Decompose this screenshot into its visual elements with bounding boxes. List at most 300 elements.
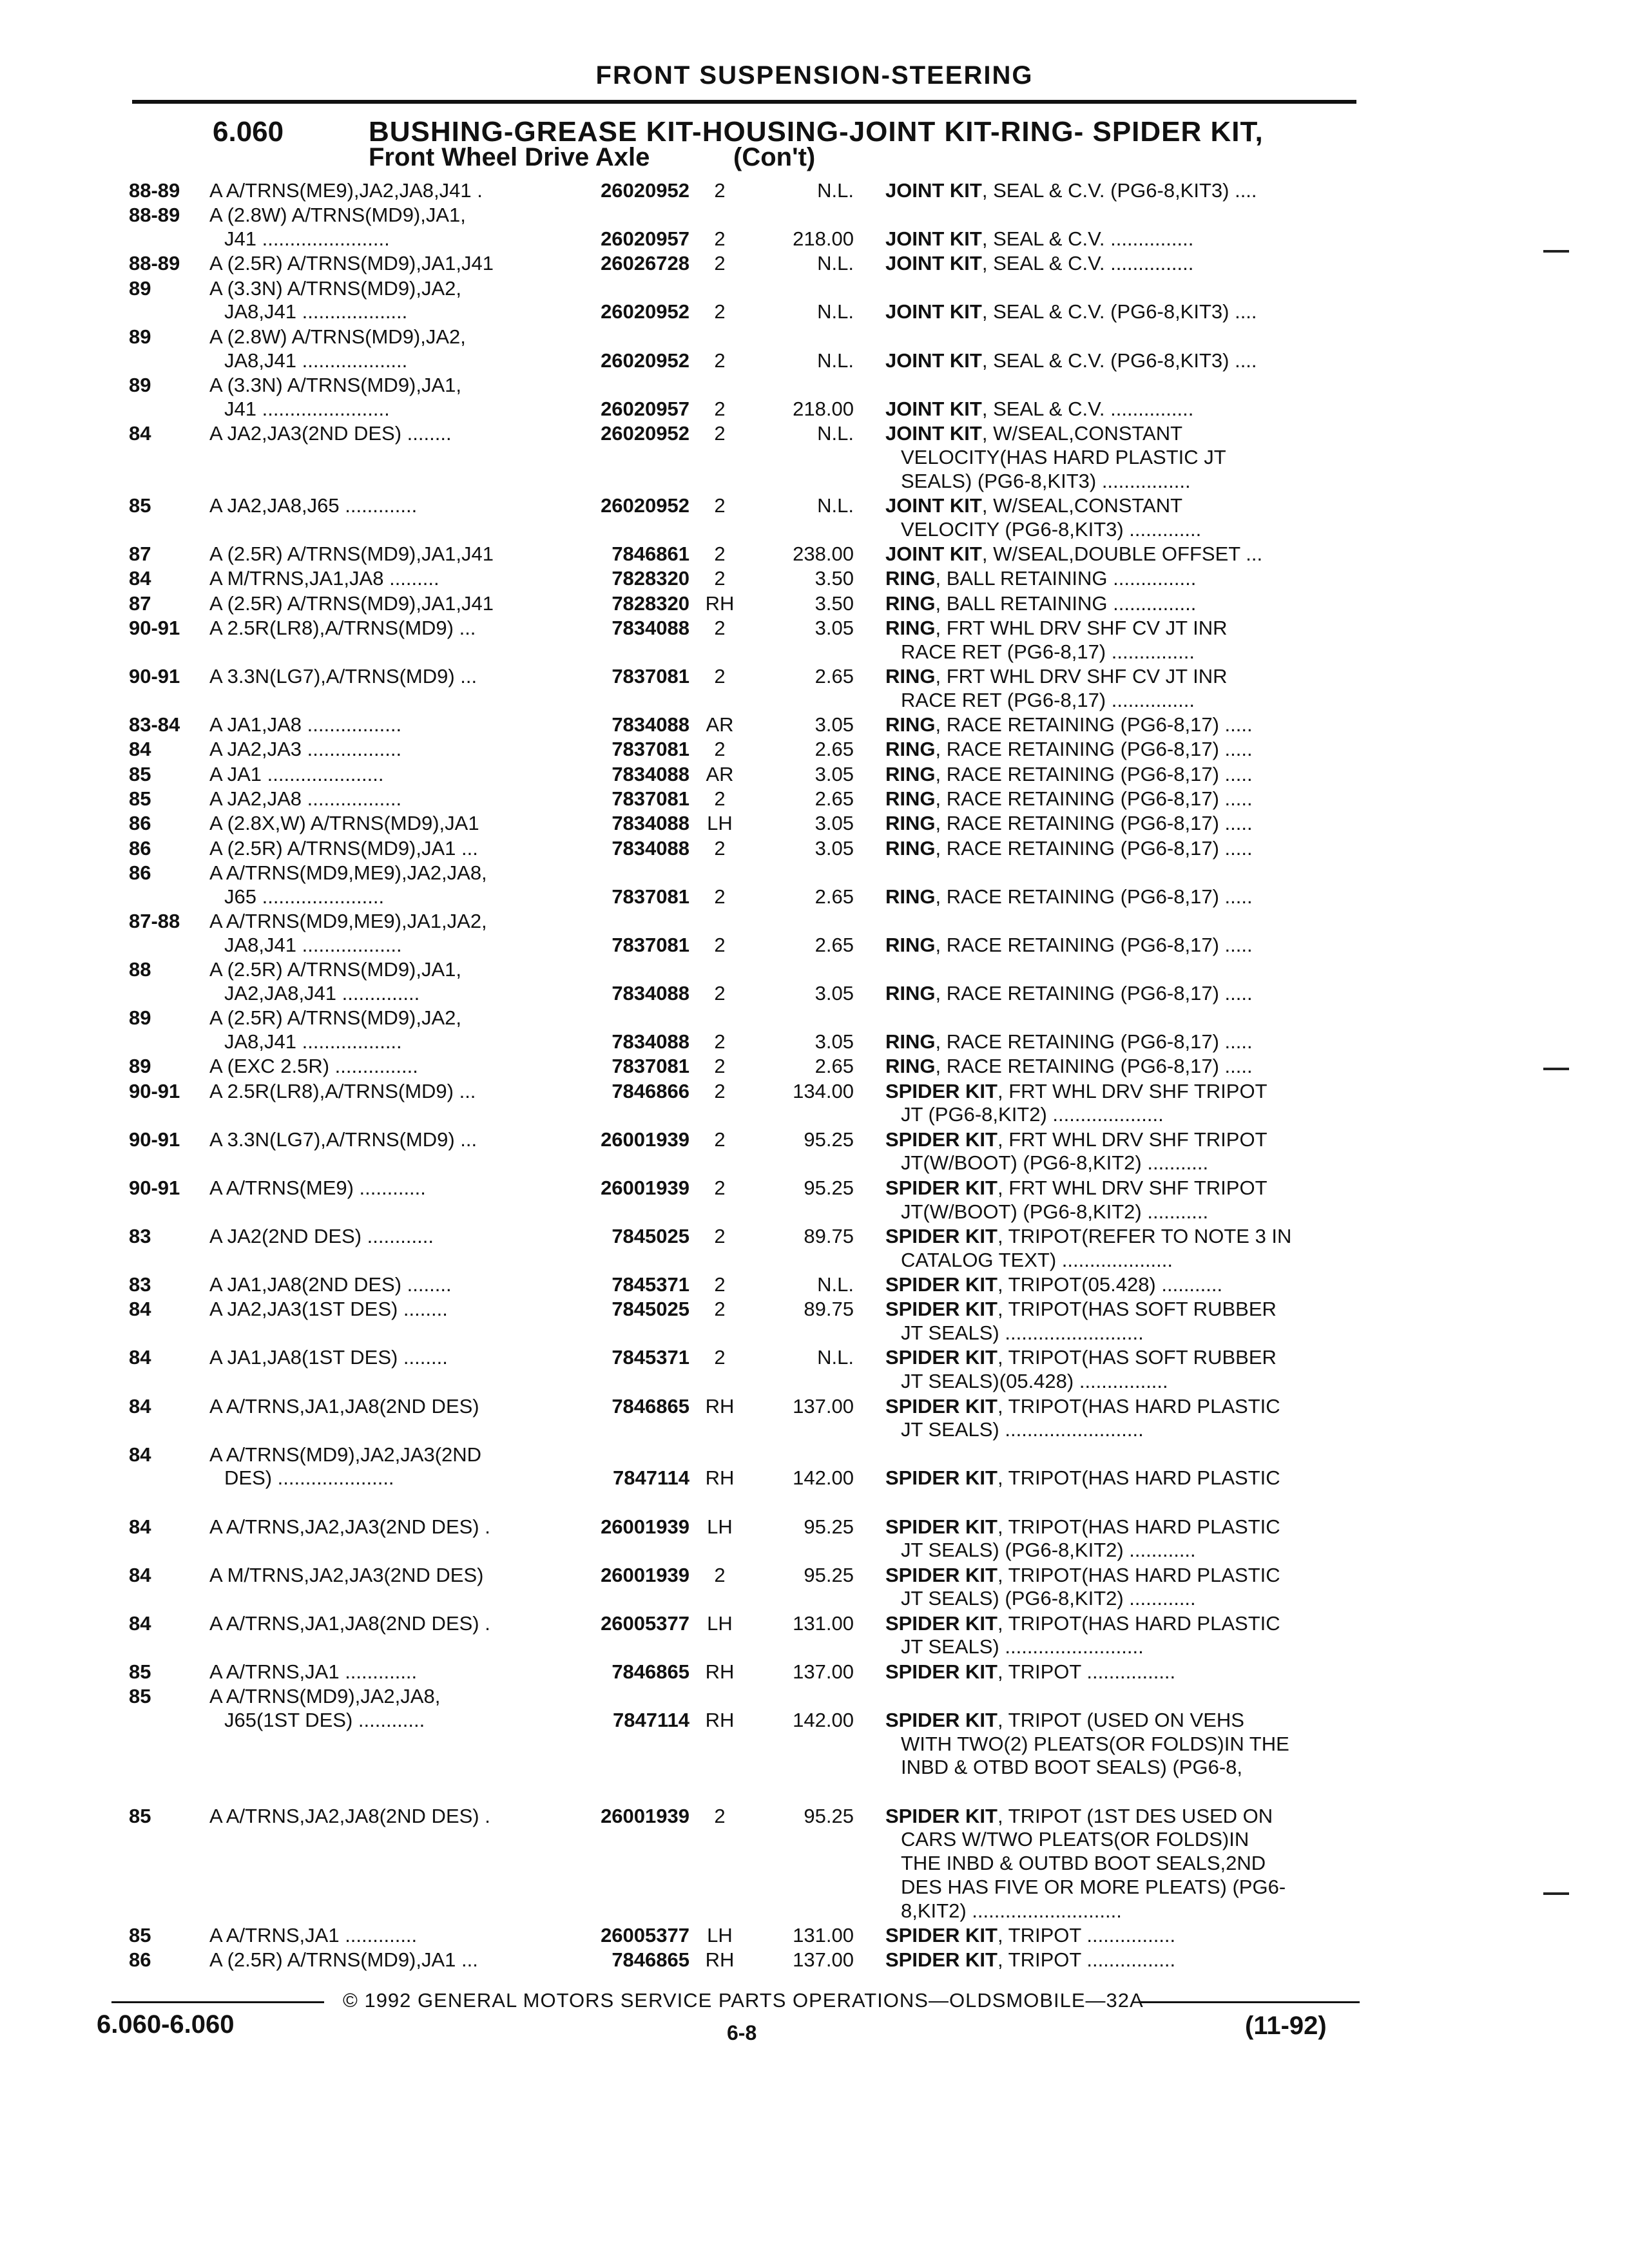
row-description: RING, RACE RETAINING (PG6-8,17) ..... (885, 933, 1253, 956)
row-price: 137.00 (793, 1394, 854, 1418)
row-year: 83 (129, 1273, 151, 1296)
row-quantity: RH (705, 1466, 735, 1490)
row-quantity: 2 (714, 1128, 726, 1151)
table-row (0, 252, 1629, 276)
table-row (0, 1924, 1629, 1948)
row-part-number: 7834088 (612, 762, 689, 785)
row-application: A (3.3N) A/TRNS(MD9),JA2, (209, 276, 462, 300)
table-row (0, 543, 1629, 566)
row-quantity: 2 (714, 349, 726, 372)
row-description: JT(W/BOOT) (PG6-8,KIT2) ........... (901, 1200, 1209, 1223)
row-application: A JA2(2ND DES) ............ (209, 1224, 434, 1247)
row-price: 89.75 (804, 1224, 854, 1247)
row-description: RING, BALL RETAINING ............... (885, 567, 1197, 590)
section-number: 6.060 (213, 116, 284, 148)
table-row (0, 1948, 1629, 1972)
row-description: SPIDER KIT, TRIPOT (USED ON VEHS (885, 1708, 1244, 1731)
row-description: RING, RACE RETAINING (PG6-8,17) ..... (885, 812, 1253, 835)
row-application: A (2.8X,W) A/TRNS(MD9),JA1 (209, 812, 479, 835)
row-year: 87 (129, 591, 151, 615)
row-description: RING, RACE RETAINING (PG6-8,17) ..... (885, 762, 1253, 785)
row-price: 142.00 (793, 1708, 854, 1731)
section-title: BUSHING-GREASE KIT-HOUSING-JOINT KIT-RING- SPIDER KIT, (369, 116, 1264, 148)
row-application: A A/TRNS,JA1 ............. (209, 1924, 418, 1947)
row-part-number: 26026728 (601, 252, 689, 275)
row-part-number: 26020952 (601, 300, 689, 323)
row-application: A A/TRNS(ME9),JA2,JA8,J41 . (209, 179, 483, 202)
row-application: A JA1,JA8 ................. (209, 713, 402, 736)
row-year: 84 (129, 1394, 151, 1418)
row-description: RING, FRT WHL DRV SHF CV JT INR (885, 616, 1228, 639)
row-price: 137.00 (793, 1948, 854, 1972)
row-quantity: 2 (714, 1298, 726, 1321)
row-description: JOINT KIT, SEAL & C.V. ............... (885, 252, 1194, 275)
row-part-number: 7837081 (612, 665, 689, 687)
row-part-number: 7837081 (612, 885, 689, 908)
margin-mark (1543, 1068, 1569, 1070)
row-year: 84 (129, 1346, 151, 1369)
row-price: 3.05 (815, 812, 854, 835)
row-quantity: 2 (714, 252, 726, 275)
row-description: VELOCITY(HAS HARD PLASTIC JT (901, 445, 1226, 468)
row-year: 88-89 (129, 179, 180, 202)
table-row (0, 713, 1629, 737)
row-application: JA8,J41 ................... (224, 349, 408, 372)
row-price: 2.65 (815, 665, 854, 687)
table-row (0, 665, 1629, 713)
row-price: 3.50 (815, 567, 854, 590)
row-price: 95.25 (804, 1804, 854, 1827)
row-description: RING, RACE RETAINING (PG6-8,17) ..... (885, 981, 1253, 1004)
row-year: 84 (129, 422, 151, 445)
footer-date: (11-92) (1245, 2012, 1327, 2040)
row-description: JT (PG6-8,KIT2) .................... (901, 1103, 1164, 1126)
row-price: N.L. (817, 252, 854, 275)
row-description: JT SEALS) (PG6-8,KIT2) ............ (901, 1587, 1196, 1610)
row-application: A A/TRNS(MD9),JA2,JA3(2ND (209, 1443, 482, 1466)
footer-copyright: © 1992 GENERAL MOTORS SERVICE PARTS OPERATIONS—OLDSMOBILE—32A (343, 1989, 1144, 2012)
row-price: N.L. (817, 422, 854, 445)
row-part-number: 7828320 (612, 591, 689, 615)
table-row (0, 422, 1629, 493)
row-application: A (2.8W) A/TRNS(MD9),JA2, (209, 325, 466, 348)
row-price: 142.00 (793, 1466, 854, 1490)
row-description: SPIDER KIT, TRIPOT(HAS HARD PLASTIC (885, 1394, 1280, 1418)
section-subtitle: Front Wheel Drive Axle (369, 143, 650, 171)
row-part-number: 7834088 (612, 981, 689, 1004)
row-year: 84 (129, 738, 151, 761)
row-application: A 2.5R(LR8),A/TRNS(MD9) ... (209, 616, 476, 639)
table-row (0, 1395, 1629, 1443)
row-part-number: 7846865 (612, 1660, 689, 1683)
row-application: A 3.3N(LG7),A/TRNS(MD9) ... (209, 1128, 477, 1151)
row-application: A A/TRNS,JA2,JA3(2ND DES) . (209, 1515, 490, 1538)
row-description: RING, RACE RETAINING (PG6-8,17) ..... (885, 713, 1253, 736)
row-description: SPIDER KIT, TRIPOT(REFER TO NOTE 3 IN (885, 1224, 1292, 1247)
row-quantity: 2 (714, 1563, 726, 1586)
row-description: SPIDER KIT, TRIPOT(HAS SOFT RUBBER (885, 1346, 1277, 1369)
row-quantity: 2 (714, 738, 726, 761)
row-price: 95.25 (804, 1176, 854, 1199)
row-quantity: LH (707, 1924, 733, 1947)
row-description: JT SEALS) (PG6-8,KIT2) ............ (901, 1539, 1196, 1562)
row-description: SPIDER KIT, TRIPOT ................ (885, 1948, 1176, 1972)
row-price: 89.75 (804, 1298, 854, 1321)
row-year: 84 (129, 1515, 151, 1538)
row-price: N.L. (817, 1273, 854, 1296)
row-quantity: 2 (714, 616, 726, 639)
row-quantity: 2 (714, 1804, 726, 1827)
row-application: A A/TRNS,JA1,JA8(2ND DES) . (209, 1611, 490, 1635)
table-row (0, 812, 1629, 836)
row-quantity: 2 (714, 836, 726, 860)
row-quantity: 2 (714, 1273, 726, 1296)
row-quantity: LH (707, 812, 733, 835)
row-price: N.L. (817, 1346, 854, 1369)
footer-rule-left (111, 2001, 324, 2003)
table-row (0, 1225, 1629, 1273)
table-row (0, 958, 1629, 1006)
row-price: 131.00 (793, 1611, 854, 1635)
row-application: A (EXC 2.5R) ............... (209, 1055, 418, 1078)
row-year: 90-91 (129, 616, 180, 639)
row-year: 87-88 (129, 910, 180, 932)
row-quantity: 2 (714, 787, 726, 810)
table-row (0, 738, 1629, 762)
table-row (0, 787, 1629, 811)
row-part-number: 7834088 (612, 616, 689, 639)
table-row (0, 567, 1629, 591)
table-row (0, 277, 1629, 325)
row-description: JT SEALS) ......................... (901, 1418, 1144, 1441)
row-description: SPIDER KIT, TRIPOT (1ST DES USED ON (885, 1804, 1273, 1827)
row-description: SPIDER KIT, TRIPOT(HAS HARD PLASTIC (885, 1611, 1280, 1635)
row-year: 84 (129, 1298, 151, 1321)
row-price: 2.65 (815, 885, 854, 908)
row-description: SPIDER KIT, TRIPOT(HAS HARD PLASTIC (885, 1563, 1280, 1586)
row-quantity: 2 (714, 227, 726, 251)
footer-rule-right (1141, 2001, 1360, 2003)
row-year: 85 (129, 787, 151, 810)
row-quantity: RH (705, 591, 735, 615)
row-description: SEALS) (PG6-8,KIT3) ................ (901, 469, 1191, 492)
row-application: A JA1,JA8(1ST DES) ........ (209, 1346, 448, 1369)
row-description: JOINT KIT, SEAL & C.V. (PG6-8,KIT3) .... (885, 300, 1257, 323)
row-part-number: 7846861 (612, 543, 689, 565)
row-application: A JA1 ..................... (209, 762, 384, 785)
row-quantity: RH (705, 1660, 735, 1683)
row-year: 90-91 (129, 1079, 180, 1102)
row-year: 89 (129, 276, 151, 300)
row-price: N.L. (817, 494, 854, 517)
row-description: JT(W/BOOT) (PG6-8,KIT2) ........... (901, 1151, 1209, 1175)
row-price: 3.05 (815, 616, 854, 639)
table-row (0, 1660, 1629, 1684)
row-price: 2.65 (815, 787, 854, 810)
row-year: 87 (129, 543, 151, 565)
row-description: JOINT KIT, SEAL & C.V. (PG6-8,KIT3) .... (885, 349, 1257, 372)
row-application: DES) ..................... (224, 1466, 394, 1490)
row-year: 88 (129, 958, 151, 981)
row-description: SPIDER KIT, TRIPOT(HAS SOFT RUBBER (885, 1298, 1277, 1321)
row-description: RACE RET (PG6-8,17) ............... (901, 640, 1195, 663)
row-application: A JA1,JA8(2ND DES) ........ (209, 1273, 452, 1296)
row-description: VELOCITY (PG6-8,KIT3) ............. (901, 517, 1202, 541)
row-description: RING, FRT WHL DRV SHF CV JT INR (885, 665, 1228, 687)
row-quantity: 2 (714, 179, 726, 202)
row-application: A JA2,JA3(1ST DES) ........ (209, 1298, 448, 1321)
row-application: A (2.5R) A/TRNS(MD9),JA1 ... (209, 1948, 478, 1972)
row-quantity: 2 (714, 665, 726, 687)
section-continued: (Con't) (733, 143, 816, 171)
row-quantity: 2 (714, 885, 726, 908)
row-application: A A/TRNS(MD9,ME9),JA2,JA8, (209, 861, 487, 884)
row-description: RING, RACE RETAINING (PG6-8,17) ..... (885, 787, 1253, 810)
row-description: JOINT KIT, W/SEAL,DOUBLE OFFSET ... (885, 543, 1263, 565)
row-part-number: 7834088 (612, 836, 689, 860)
row-quantity: 2 (714, 1055, 726, 1078)
row-year: 89 (129, 325, 151, 348)
row-part-number: 7834088 (612, 713, 689, 736)
row-year: 83-84 (129, 713, 180, 736)
row-application: A 3.3N(LG7),A/TRNS(MD9) ... (209, 665, 477, 687)
row-quantity: AR (706, 713, 734, 736)
row-description: RING, RACE RETAINING (PG6-8,17) ..... (885, 885, 1253, 908)
row-description: JT SEALS)(05.428) ................ (901, 1370, 1168, 1393)
row-application: A (2.5R) A/TRNS(MD9),JA1,J41 (209, 591, 494, 615)
row-year: 89 (129, 1055, 151, 1078)
row-application: A (2.5R) A/TRNS(MD9),JA1,J41 (209, 252, 494, 275)
row-application: A M/TRNS,JA2,JA3(2ND DES) (209, 1563, 484, 1586)
row-application: A JA2,JA3 ................. (209, 738, 402, 761)
row-price: 3.05 (815, 836, 854, 860)
row-price: 3.05 (815, 981, 854, 1004)
table-row (0, 1177, 1629, 1224)
row-part-number: 26001939 (601, 1804, 689, 1827)
row-part-number: 7837081 (612, 1055, 689, 1078)
row-application: J65 ...................... (224, 885, 385, 908)
page-header-title: FRONT SUSPENSION-STEERING (595, 61, 1034, 90)
row-application: A (2.5R) A/TRNS(MD9),JA1, (209, 958, 462, 981)
row-application: A JA2,JA8 ................. (209, 787, 402, 810)
row-quantity: 2 (714, 300, 726, 323)
row-description: SPIDER KIT, TRIPOT ................ (885, 1660, 1176, 1683)
row-year: 83 (129, 1224, 151, 1247)
row-application: A A/TRNS,JA1 ............. (209, 1660, 418, 1683)
row-price: 2.65 (815, 1055, 854, 1078)
row-application: A A/TRNS,JA1,JA8(2ND DES) (209, 1394, 479, 1418)
row-price: 95.25 (804, 1128, 854, 1151)
table-row (0, 1346, 1629, 1394)
row-description: RING, BALL RETAINING ............... (885, 591, 1197, 615)
row-part-number: 7845025 (612, 1298, 689, 1321)
row-description: SPIDER KIT, TRIPOT(HAS HARD PLASTIC (885, 1515, 1280, 1538)
row-price: 95.25 (804, 1563, 854, 1586)
row-quantity: RH (705, 1394, 735, 1418)
row-quantity: AR (706, 762, 734, 785)
table-row (0, 1515, 1629, 1563)
row-part-number: 26020952 (601, 179, 689, 202)
row-description: RING, RACE RETAINING (PG6-8,17) ..... (885, 836, 1253, 860)
row-year: 86 (129, 812, 151, 835)
row-year: 85 (129, 1685, 151, 1708)
row-part-number: 26020957 (601, 397, 689, 420)
row-year: 85 (129, 1924, 151, 1947)
row-part-number: 26001939 (601, 1515, 689, 1538)
row-application: A (2.5R) A/TRNS(MD9),JA1,J41 (209, 543, 494, 565)
table-row (0, 1128, 1629, 1176)
row-description: JOINT KIT, W/SEAL,CONSTANT (885, 422, 1183, 445)
row-description: JOINT KIT, W/SEAL,CONSTANT (885, 494, 1183, 517)
footer-page-number: 6-8 (727, 2021, 757, 2044)
table-row (0, 1564, 1629, 1611)
row-part-number: 7837081 (612, 738, 689, 761)
row-description: WITH TWO(2) PLEATS(OR FOLDS)IN THE (901, 1732, 1289, 1755)
row-application: J41 ....................... (224, 227, 390, 251)
row-application: A 2.5R(LR8),A/TRNS(MD9) ... (209, 1079, 476, 1102)
row-application: JA8,J41 .................. (224, 1030, 402, 1053)
row-price: 137.00 (793, 1660, 854, 1683)
row-description: 8,KIT2) ........................... (901, 1899, 1122, 1922)
row-price: 3.05 (815, 713, 854, 736)
row-price: 2.65 (815, 933, 854, 956)
row-application: J41 ....................... (224, 397, 390, 420)
row-quantity: LH (707, 1611, 733, 1635)
row-quantity: 2 (714, 1346, 726, 1369)
row-part-number: 7837081 (612, 787, 689, 810)
row-price: N.L. (817, 300, 854, 323)
row-description: JT SEALS) ......................... (901, 1321, 1144, 1345)
row-part-number: 7846866 (612, 1079, 689, 1102)
row-application: A A/TRNS(ME9) ............ (209, 1176, 426, 1199)
table-row (0, 1685, 1629, 1780)
table-row (0, 1055, 1629, 1079)
row-description: DES HAS FIVE OR MORE PLEATS) (PG6- (901, 1875, 1286, 1898)
row-part-number: 7837081 (612, 933, 689, 956)
row-price: 3.05 (815, 762, 854, 785)
row-year: 84 (129, 567, 151, 590)
row-part-number: 7834088 (612, 1030, 689, 1053)
row-quantity: 2 (714, 494, 726, 517)
row-price: 3.05 (815, 1030, 854, 1053)
row-year: 86 (129, 1948, 151, 1972)
row-part-number: 26020952 (601, 422, 689, 445)
table-row (0, 204, 1629, 251)
row-description: SPIDER KIT, FRT WHL DRV SHF TRIPOT (885, 1128, 1268, 1151)
row-year: 88-89 (129, 204, 180, 227)
row-price: N.L. (817, 179, 854, 202)
row-description: JOINT KIT, SEAL & C.V. ............... (885, 397, 1194, 420)
margin-mark (1543, 1892, 1569, 1895)
row-description: INBD & OTBD BOOT SEALS) (PG6-8, (901, 1756, 1242, 1779)
row-part-number: 26020952 (601, 349, 689, 372)
table-row (0, 179, 1629, 203)
row-description: SPIDER KIT, TRIPOT(HAS HARD PLASTIC (885, 1466, 1280, 1490)
row-application: A A/TRNS(MD9,ME9),JA1,JA2, (209, 910, 487, 932)
row-part-number: 26005377 (601, 1611, 689, 1635)
table-row (0, 592, 1629, 616)
row-application: A (2.5R) A/TRNS(MD9),JA1 ... (209, 836, 478, 860)
row-quantity: 2 (714, 422, 726, 445)
row-year: 90-91 (129, 1128, 180, 1151)
row-year: 85 (129, 1804, 151, 1827)
table-row (0, 837, 1629, 861)
table-row (0, 861, 1629, 909)
row-description: RING, RACE RETAINING (PG6-8,17) ..... (885, 1055, 1253, 1078)
row-application: A A/TRNS(MD9),JA2,JA8, (209, 1685, 441, 1708)
row-price: 95.25 (804, 1515, 854, 1538)
row-quantity: 2 (714, 933, 726, 956)
row-quantity: 2 (714, 543, 726, 565)
footer-section-range: 6.060-6.060 (97, 2010, 235, 2039)
row-price: N.L. (817, 349, 854, 372)
row-description: SPIDER KIT, FRT WHL DRV SHF TRIPOT (885, 1176, 1268, 1199)
row-quantity: 2 (714, 1079, 726, 1102)
row-application: JA8,J41 ................... (224, 300, 408, 323)
row-part-number: 26020957 (601, 227, 689, 251)
row-part-number: 7845371 (612, 1346, 689, 1369)
row-application: A (3.3N) A/TRNS(MD9),JA1, (209, 373, 462, 396)
row-part-number: 7847114 (613, 1708, 689, 1731)
row-year: 86 (129, 836, 151, 860)
row-price: 134.00 (793, 1079, 854, 1102)
row-description: THE INBD & OUTBD BOOT SEALS,2ND (901, 1852, 1266, 1875)
row-description: RACE RET (PG6-8,17) ............... (901, 688, 1195, 711)
row-description: SPIDER KIT, TRIPOT(05.428) ........... (885, 1273, 1223, 1296)
row-application: A JA2,JA8,J65 ............. (209, 494, 418, 517)
row-year: 90-91 (129, 665, 180, 687)
row-application: JA8,J41 .................. (224, 933, 402, 956)
row-price: 2.65 (815, 738, 854, 761)
row-part-number: 7828320 (612, 567, 689, 590)
row-price: 3.50 (815, 591, 854, 615)
row-application: A (2.8W) A/TRNS(MD9),JA1, (209, 204, 466, 227)
row-description: SPIDER KIT, TRIPOT ................ (885, 1924, 1176, 1947)
table-row (0, 1612, 1629, 1660)
row-year: 84 (129, 1611, 151, 1635)
row-part-number: 7846865 (612, 1394, 689, 1418)
row-description: CATALOG TEXT) .................... (901, 1248, 1173, 1271)
row-quantity: 2 (714, 981, 726, 1004)
row-price: 131.00 (793, 1924, 854, 1947)
row-application: J65(1ST DES) ............ (224, 1708, 425, 1731)
row-part-number: 26001939 (601, 1563, 689, 1586)
row-description: JOINT KIT, SEAL & C.V. ............... (885, 227, 1194, 251)
row-quantity: 2 (714, 397, 726, 420)
row-part-number: 7845025 (612, 1224, 689, 1247)
row-quantity: 2 (714, 1224, 726, 1247)
row-year: 85 (129, 762, 151, 785)
row-description: JT SEALS) ......................... (901, 1635, 1144, 1658)
row-year: 88-89 (129, 252, 180, 275)
row-year: 86 (129, 861, 151, 884)
row-description: RING, RACE RETAINING (PG6-8,17) ..... (885, 1030, 1253, 1053)
row-application: JA2,JA8,J41 .............. (224, 981, 420, 1004)
row-application: A A/TRNS,JA2,JA8(2ND DES) . (209, 1804, 490, 1827)
row-part-number: 7845371 (612, 1273, 689, 1296)
row-part-number: 7846865 (612, 1948, 689, 1972)
row-price: 218.00 (793, 227, 854, 251)
row-quantity: RH (705, 1708, 735, 1731)
row-description: SPIDER KIT, FRT WHL DRV SHF TRIPOT (885, 1079, 1268, 1102)
row-application: A M/TRNS,JA1,JA8 ......... (209, 567, 439, 590)
row-year: 89 (129, 373, 151, 396)
row-quantity: 2 (714, 567, 726, 590)
row-part-number: 26020952 (601, 494, 689, 517)
row-description: RING, RACE RETAINING (PG6-8,17) ..... (885, 738, 1253, 761)
row-year: 90-91 (129, 1176, 180, 1199)
table-row (0, 617, 1629, 664)
